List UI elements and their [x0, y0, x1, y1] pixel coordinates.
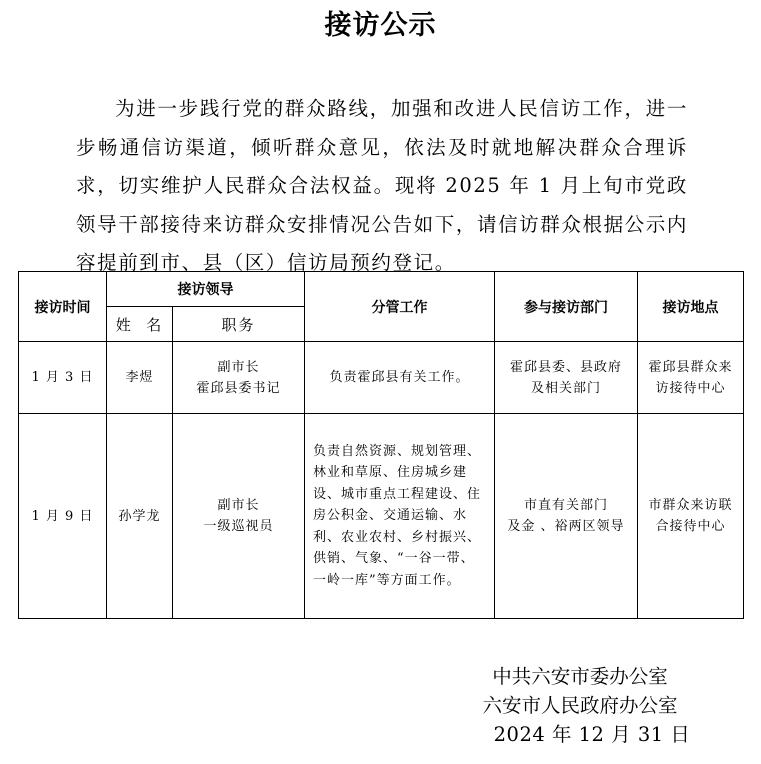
signature-block	[460, 662, 700, 749]
department-line: 霍邱县委、县政府	[509, 359, 622, 375]
row-date: 1 月 9 日	[19, 414, 107, 619]
header-location: 接访地点	[638, 272, 744, 342]
signature-date: 2024 年 12 月 31 日	[493, 723, 691, 746]
duty-line: 负责霍邱县有关工作。	[329, 370, 470, 385]
row-name: 孙学龙	[107, 414, 173, 619]
row-duty	[305, 342, 495, 414]
position-line: 霍邱县委书记	[196, 380, 281, 396]
row-location	[638, 342, 744, 414]
page-title: 接访公示	[324, 10, 437, 41]
header-departments: 参与接访部门	[495, 272, 638, 342]
table-row	[19, 342, 744, 414]
reception-schedule-table	[18, 271, 744, 619]
header-time: 接访时间	[19, 272, 107, 342]
row-departments	[495, 414, 638, 619]
row-position	[173, 342, 305, 414]
duty-line: 负责自然资源、规划管理、	[313, 443, 482, 459]
duty-line: 房公积金、交通运输、水	[313, 508, 468, 524]
duty-line: 一岭一库”等方面工作。	[313, 572, 461, 588]
duty-line: 设、城市重点工程建设、住	[313, 486, 482, 502]
header-leader: 接访领导	[107, 272, 305, 307]
signature-org-government: 六安市人民政府办公室	[482, 694, 678, 717]
row-location	[638, 414, 744, 619]
duty-line: 林业和草原、住房城乡建	[313, 465, 468, 481]
signature-org-party: 中共六安市委办公室	[492, 665, 668, 688]
position-line: 副市长	[217, 359, 260, 375]
header-position: 职务	[173, 307, 305, 342]
row-date: 1 月 3 日	[19, 342, 107, 414]
row-position	[173, 414, 305, 619]
location-line: 访接待中心	[655, 380, 726, 396]
row-name: 李煜	[107, 342, 173, 414]
row-duty	[305, 414, 495, 619]
header-name: 姓 名	[107, 307, 173, 342]
department-line: 及相关部门	[530, 380, 601, 396]
duty-line: 利、农业农村、乡村振兴、	[313, 529, 482, 545]
location-line: 市群众来访联	[648, 498, 733, 513]
position-line: 副市长	[217, 498, 260, 513]
department-line: 市直有关部门	[523, 498, 608, 513]
table-row	[19, 414, 744, 619]
row-departments	[495, 342, 638, 414]
position-line: 一级巡视员	[203, 519, 274, 534]
header-duty: 分管工作	[305, 272, 495, 342]
intro-paragraph: 为进一步践行党的群众路线，加强和改进人民信访工作，进一步畅通信访渠道，倾听群众意见，依法及时就地解决群众合理诉求，切实维护人民群众合法权益。现将 2025 年 1 月上旬市党政领导干部接待来访群众安排情况公告如下，请信访群众根据公示内容提前到市、县（区）信访局预约登记。	[76, 97, 688, 274]
location-line: 合接待中心	[655, 519, 726, 534]
location-line: 霍邱县群众来	[648, 359, 733, 375]
duty-line: 供销、气象、“一谷一带、	[313, 551, 475, 567]
department-line: 及金 、裕两区领导	[507, 519, 625, 534]
